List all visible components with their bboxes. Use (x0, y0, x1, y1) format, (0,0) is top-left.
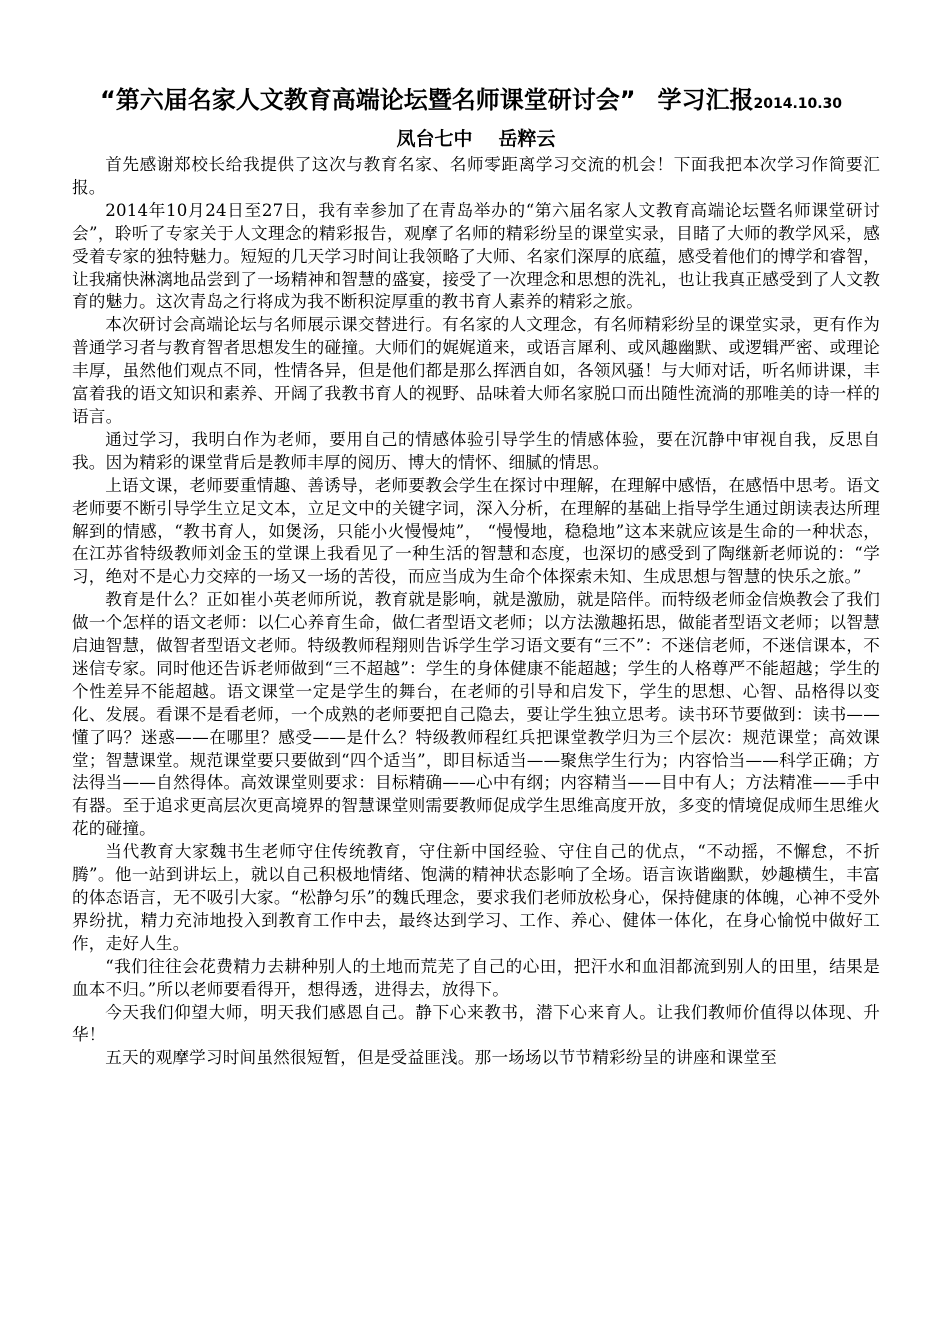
title-date: 2014.10.30 (753, 96, 843, 112)
paragraph: 当代教育大家魏书生老师守住传统教育，守住新中国经验、守住自己的优点，“不动摇，不懈怠，不折腾”。他一站到讲坛上，就以自己积极地情绪、饱满的精神状态影响了全场。语言诙谐幽默，妙趣横生，丰富的体态语言，无不吸引大家。“松静匀乐”的魏氏理念，要求我们老师放松身心，保持健康的体魄，心神不受外界纷扰，精力充沛地投入到教育工作中去，最终达到学习、工作、养心、健体一体化，在身心愉悦中做好工作，走好人生。 (72, 842, 880, 953)
paragraph: “我们往往会花费精力去耕种别人的土地而荒芜了自己的心田，把汗水和血泪都流到别人的田里，结果是血本不归。”所以老师要看得开，想得透，进得去，放得下。 (72, 956, 880, 999)
paragraph: 2014年10月24日至27日，我有幸参加了在青岛举办的“第六届名家人文教育高端论坛暨名师课堂研讨会”，聆听了专家关于人文理念的精彩报告，观摩了名师的精彩纷呈的课堂实录，目睹了大师的教学风采，感受着专家的独特魅力。短短的几天学习时间让我领略了大师、名家们深厚的底蕴，感受着他们的博学和睿智，让我痛快淋漓地品尝到了一场精神和智慧的盛宴，接受了一次理念和思想的洗礼，也让我真正感受到了人文教育的魅力。这次青岛之行将成为我不断积淀厚重的教书育人素养的精彩之旅。 (72, 200, 880, 312)
author-name: 岳粹云 (498, 128, 556, 150)
title-subtitle: 学习汇报 (657, 86, 754, 114)
paragraph: 今天我们仰望大师，明天我们感恩自己。静下心来教书，潜下心来育人。让我们教师价值得以体现、升华！ (72, 1002, 880, 1045)
paragraph: 本次研讨会高端论坛与名师展示课交替进行。有名家的人文理念，有名师精彩纷呈的课堂实录，更有作为普通学习者与教育智者思想发生的碰撞。大师们的娓娓道来，或语言犀利、或风趣幽默、或逻辑严密、或理论丰厚，虽然他们观点不同，性情各异，但是他们都是那么挥洒自如，各领风骚！与大师对话，听名师讲课，丰富着我的语文知识和素养、开阔了我教书育人的视野、品味着大师名家脱口而出随性流淌的那唯美的诗一样的语言。 (72, 315, 880, 426)
paragraph: 教育是什么？正如崔小英老师所说，教育就是影响，就是激励，就是陪伴。而特级老师金信焕教会了我们做一个怎样的语文老师：以仁心养育生命，做仁者型语文老师；以方法激趣拓思，做能者型语文老师；以智慧启迪智慧，做智者型语文老师。特级教师程翔则告诉学生学习语文要有“三不”：不迷信老师，不迷信课本，不迷信专家。同时他还告诉老师做到“三不超越”：学生的身体健康不能超越；学生的人格尊严不能超越；学生的个性差异不能超越。语文课堂一定是学生的舞台，在老师的引导和启发下，学生的思想、心智、品格得以变化、发展。看课不是看老师，一个成熟的老师要把自己隐去，要让学生独立思考。读书环节要做到：读书——懂了吗？迷惑——在哪里？感受——是什么？特级教师程红兵把课堂教学归为三个层次：规范课堂；高效课堂；智慧课堂。规范课堂要只要做到“四个适当”，即目标适当——聚焦学生行为；内容恰当——科学正确；方法得当——自然得体。高效课堂则要求：目标精确——心中有纲；内容精当——目中有人；方法精准——手中有器。至于追求更高层次更高境界的智慧课堂则需要教师促成学生思维高度开放，多变的情境促成师生思维火花的碰撞。 (72, 590, 880, 839)
paragraph: 首先感谢郑校长给我提供了这次与教育名家、名师零距离学习交流的机会！下面我把本次学习作简要汇报。 (72, 155, 880, 197)
document-page (72, 82, 880, 1070)
document-title (62, 82, 880, 122)
author-line (72, 124, 880, 154)
title-text: “第六届名家人文教育高端论坛暨名师课堂研讨会” (99, 86, 636, 114)
school-name: 凤台七中 (396, 128, 473, 150)
paragraph: 上语文课，老师要重情趣、善诱导，老师要教会学生在探讨中理解，在理解中感悟，在感悟中思考。语文老师要不断引导学生立足文本，立足文中的关键字词，深入分析，在理解的基础上指导学生通过朗读表达所理解到的情感，“教书育人，如煲汤，只能小火慢慢炖”， “慢慢地，稳稳地”这本来就应该是生命的一种状态，在江苏省特级教师刘金玉的堂课上我看见了一种生活的智慧和态度，也深切的感受到了陶继新老师说的：“学习，绝对不是心力交瘁的一场又一场的苦役，而应当成为生命个体探索未知、生成思想与智慧的快乐之旅。” (72, 475, 880, 587)
paragraph: 通过学习，我明白作为老师，要用自己的情感体验引导学生的情感体验，要在沉静中审视自我，反思自我。因为精彩的课堂背后是教师丰厚的阅历、博大的情怀、细腻的情思。 (72, 429, 880, 472)
paragraph: 五天的观摩学习时间虽然很短暂，但是受益匪浅。那一场场以节节精彩纷呈的讲座和课堂至 (105, 1048, 777, 1068)
